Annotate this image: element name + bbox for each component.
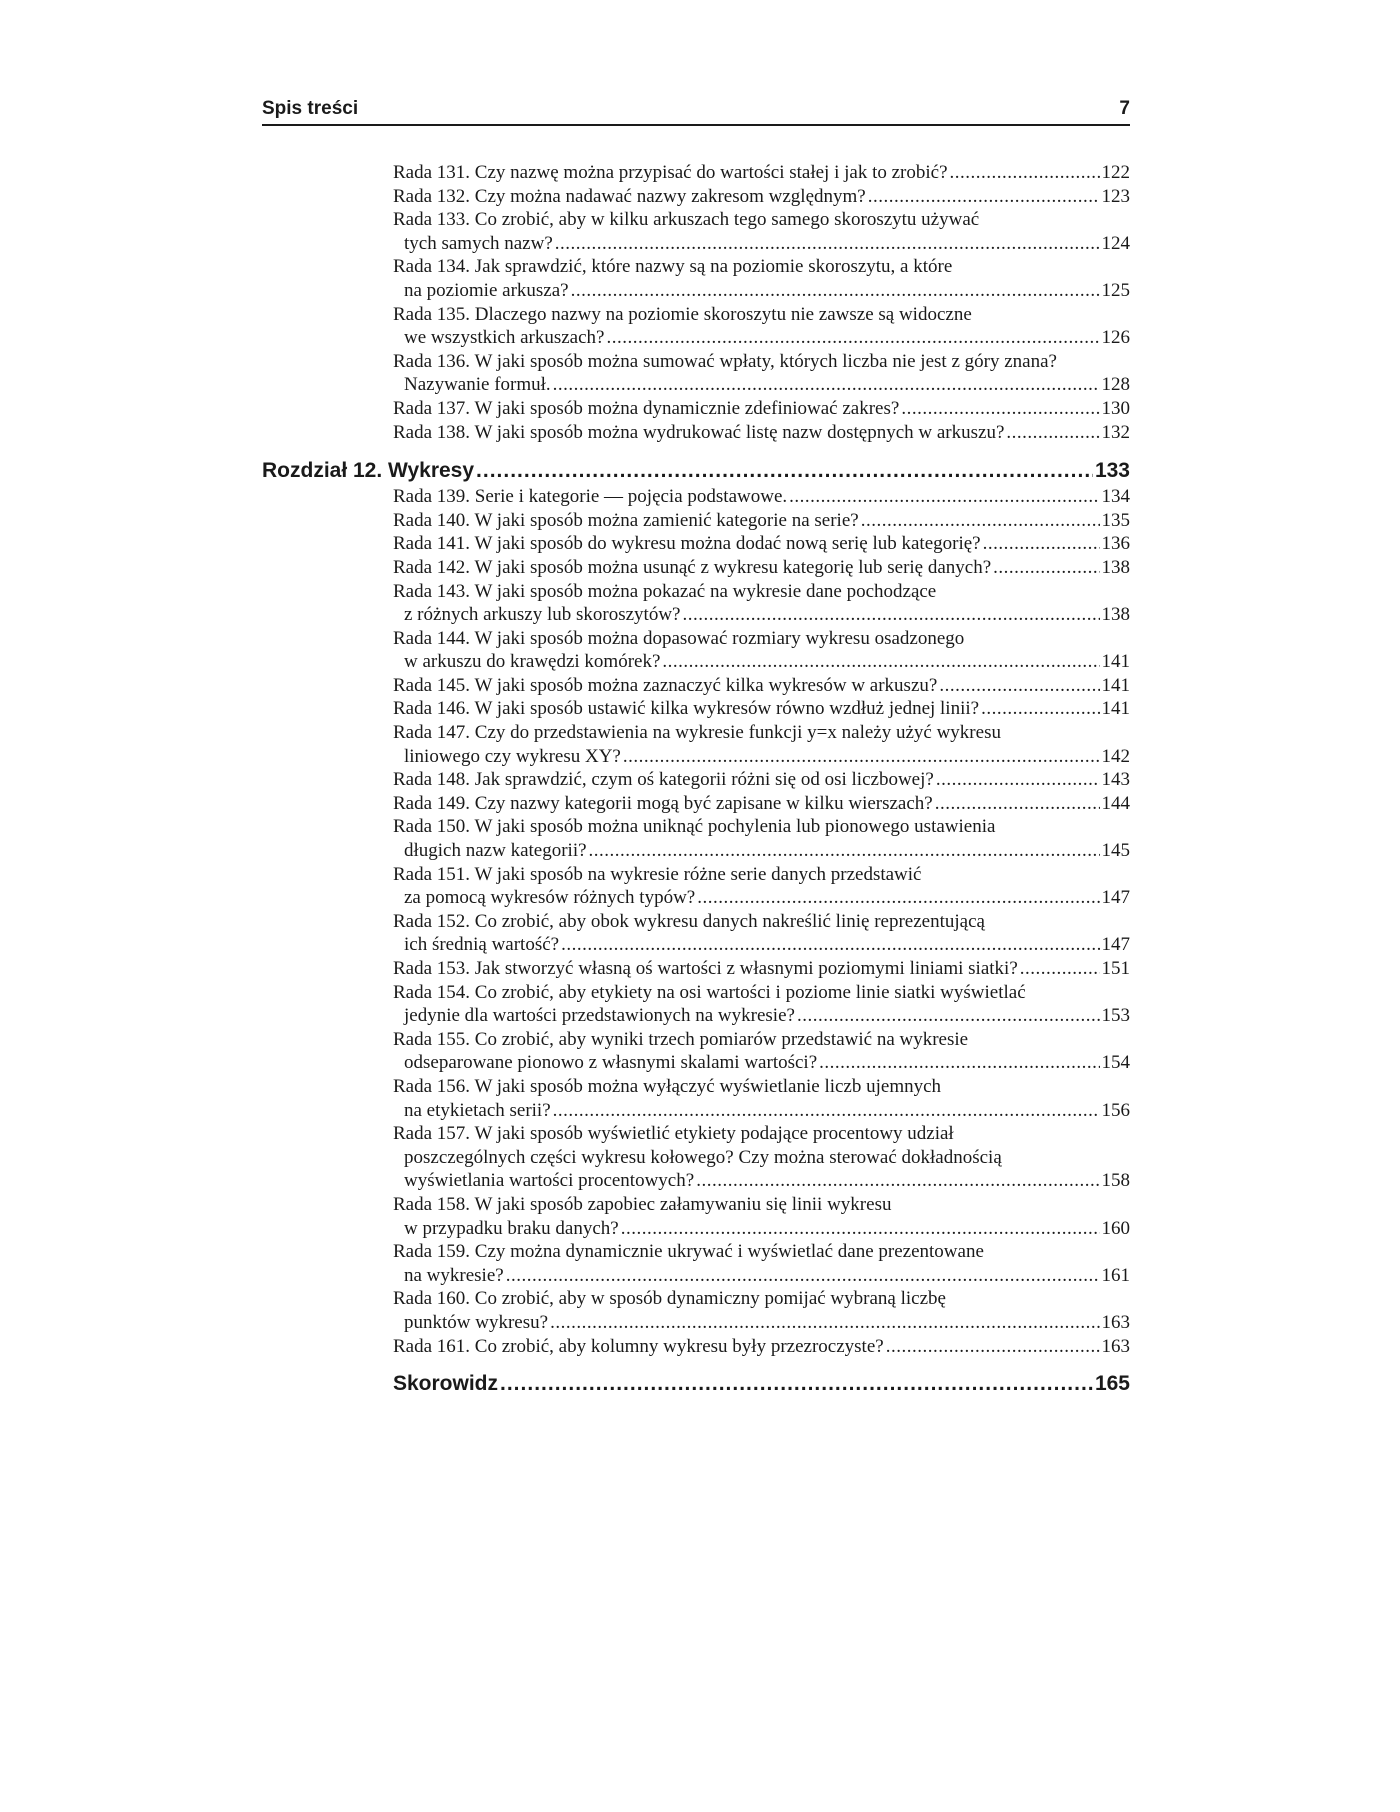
toc-entry-text: Rada 161. Co zrobić, aby kolumny wykresu były przezroczyste? [393, 1335, 884, 1357]
toc-entry-page: 158 [1101, 1170, 1130, 1192]
dot-leader [500, 1371, 1093, 1397]
toc-entry[interactable] [393, 768, 1130, 792]
toc-entry-page: 141 [1101, 674, 1130, 696]
dot-leader [983, 532, 1100, 556]
toc-entry[interactable] [393, 161, 1130, 185]
toc-entry-text: Rada 150. W jaki sposób można uniknąć pochylenia lub pionowego ustawienia [393, 816, 996, 838]
toc-entry-text: odseparowane pionowo z własnymi skalami wartości? [404, 1052, 818, 1074]
toc-entry-text: za pomocą wykresów różnych typów? [404, 887, 696, 909]
toc-entry-text: Rada 160. Co zrobić, aby w sposób dynamiczny pomijać wybraną liczbę [393, 1288, 946, 1310]
toc-entry-text: Rada 140. W jaki sposób można zamienić kategorie na serie? [393, 509, 859, 531]
dot-leader [993, 556, 1099, 580]
toc-entry[interactable] [393, 1335, 1130, 1359]
toc-entry-text: z różnych arkuszy lub skoroszytów? [404, 604, 681, 626]
toc-entry-text: Rada 149. Czy nazwy kategorii mogą być zapisane w kilku wierszach? [393, 792, 933, 814]
toc-entry-page: 147 [1101, 934, 1130, 956]
toc-entry[interactable] [393, 815, 1130, 862]
toc-entry-page: 132 [1101, 421, 1130, 443]
toc-entry[interactable] [393, 981, 1130, 1028]
toc-chapter-12[interactable] [262, 458, 1130, 484]
toc-entry[interactable] [393, 1075, 1130, 1122]
toc-entry-text: Rada 141. W jaki sposób do wykresu można dodać nową serię lub kategorię? [393, 533, 981, 555]
dot-leader [696, 1169, 1099, 1193]
running-header [262, 96, 1130, 126]
dot-leader [1020, 957, 1100, 981]
toc-entry-text: Rada 156. W jaki sposób można wyłączyć wyświetlanie liczb ujemnych [393, 1075, 942, 1097]
toc-entry-text: Rada 147. Czy do przedstawienia na wykresie funkcji y=x należy użyć wykresu [393, 722, 1001, 744]
dot-leader [506, 1264, 1100, 1288]
toc-entry-text: liniowego czy wykresu XY? [404, 745, 621, 767]
toc-entry[interactable] [393, 556, 1130, 580]
index-title: Skorowidz [393, 1372, 499, 1396]
dot-leader [571, 279, 1100, 303]
toc-entry-text: Rada 143. W jaki sposób można pokazać na wykresie dane pochodzące [393, 580, 937, 602]
toc-entry[interactable] [393, 397, 1130, 421]
toc-entry[interactable] [393, 910, 1130, 957]
toc-entry-text: Rada 134. Jak sprawdzić, które nazwy są na poziomie skoroszytu, a które [393, 256, 953, 278]
toc-entry-text: Rada 154. Co zrobić, aby etykiety na osi wartości i poziome linie siatki wyświetlać [393, 981, 1026, 1003]
toc-entry[interactable] [393, 957, 1130, 981]
toc-entry[interactable] [393, 580, 1130, 627]
toc-entry-page: 134 [1101, 486, 1130, 508]
toc-entry-text: Rada 137. W jaki sposób można dynamicznie zdefiniować zakres? [393, 397, 900, 419]
toc-entry[interactable] [393, 1028, 1130, 1075]
dot-leader [697, 886, 1099, 910]
toc-entry-text: Rada 153. Jak stworzyć własną oś wartości z własnymi poziomymi liniami siatki? [393, 958, 1018, 979]
toc-entry-text: poszczególnych części wykresu kołowego? Czy można sterować dokładnością [404, 1146, 1002, 1168]
dot-leader [553, 373, 1100, 397]
dot-leader [553, 1099, 1100, 1123]
dot-leader [623, 745, 1100, 769]
toc-entry-text: Rada 155. Co zrobić, aby wyniki trzech pomiarów przedstawić na wykresie [393, 1028, 969, 1050]
toc-entry[interactable] [393, 627, 1130, 674]
toc-entry-text: Rada 138. W jaki sposób można wydrukować listę nazw dostępnych w arkuszu? [393, 421, 1005, 443]
chapter-title: Rozdział 12. Wykresy [262, 459, 475, 483]
toc-entry-page: 138 [1101, 604, 1130, 626]
dot-leader [606, 326, 1099, 350]
toc-entry-text: Rada 135. Dlaczego nazwy na poziomie skoroszytu nie zawsze są widoczne [393, 303, 972, 325]
toc-entry-text: na etykietach serii? [404, 1099, 551, 1121]
toc-entry-text: Rada 133. Co zrobić, aby w kilku arkuszach tego samego skoroszytu używać [393, 209, 980, 231]
chapter-page: 133 [1094, 459, 1130, 483]
toc-entry-text: na poziomie arkusza? [404, 279, 569, 301]
toc-entry[interactable] [393, 303, 1130, 350]
dot-leader [819, 1051, 1099, 1075]
toc-entry-page: 130 [1101, 397, 1130, 419]
dot-leader [901, 397, 1099, 421]
dot-leader [981, 697, 1099, 721]
dot-leader [789, 485, 1099, 509]
toc-entry-text: Rada 151. W jaki sposób na wykresie różne serie danych przedstawić [393, 863, 922, 885]
toc-entry-text: Rada 132. Czy można nadawać nazwy zakresom względnym? [393, 185, 866, 207]
dot-leader [868, 185, 1100, 209]
toc-entry-text: w arkuszu do krawędzi komórek? [404, 651, 661, 673]
toc-entry[interactable] [393, 721, 1130, 768]
toc-entry-page: 160 [1101, 1217, 1130, 1239]
toc-entry[interactable] [393, 1193, 1130, 1240]
toc-entry[interactable] [393, 421, 1130, 445]
toc-entry-text: Rada 152. Co zrobić, aby obok wykresu danych nakreślić linię reprezentującą [393, 910, 985, 932]
toc-entry-text: w przypadku braku danych? [404, 1217, 619, 1239]
toc-entry-text: Rada 157. W jaki sposób wyświetlić etykiety podające procentowy udział [393, 1123, 954, 1145]
toc-entry-text: jedynie dla wartości przedstawionych na wykresie? [404, 1005, 795, 1027]
toc-entry-page: 161 [1101, 1264, 1130, 1286]
toc-entry-page: 136 [1101, 533, 1130, 555]
toc-entry-text: Rada 136. W jaki sposób można sumować wpłaty, których liczba nie jest z góry znana? [393, 350, 1057, 372]
toc-entry-text: Rada 146. W jaki sposób ustawić kilka wykresów równo wzdłuż jednej linii? [393, 698, 980, 720]
toc-entry[interactable] [393, 208, 1130, 255]
dot-leader [935, 792, 1100, 816]
dot-leader [662, 650, 1099, 674]
toc-entry-page: 125 [1101, 279, 1130, 301]
toc-entry-page: 126 [1101, 327, 1130, 349]
toc-entry-page: 138 [1101, 556, 1130, 578]
toc-entry[interactable] [393, 509, 1130, 533]
toc-entry[interactable] [393, 1122, 1130, 1193]
toc-entry-text: Rada 139. Serie i kategorie — pojęcia podstawowe. [393, 486, 788, 508]
dot-leader [861, 509, 1100, 533]
toc-entry-page: 124 [1101, 232, 1130, 254]
dot-leader [476, 458, 1093, 484]
toc-entry-page: 153 [1101, 1005, 1130, 1027]
toc-entry-text: wyświetlania wartości procentowych? [404, 1170, 695, 1192]
dot-leader [561, 933, 1099, 957]
toc-entry[interactable] [393, 863, 1130, 910]
dot-leader [555, 232, 1100, 256]
toc-entry[interactable] [393, 1287, 1130, 1334]
toc-entry[interactable] [393, 485, 1130, 509]
dot-leader [936, 768, 1100, 792]
dot-leader [886, 1335, 1100, 1359]
toc-entry[interactable] [393, 532, 1130, 556]
index-page: 165 [1094, 1372, 1130, 1396]
toc-entry-text: długich nazw kategorii? [404, 840, 587, 862]
toc-entry-page: 154 [1101, 1052, 1130, 1074]
toc-entry-text: Rada 159. Czy można dynamicznie ukrywać i wyświetlać dane prezentowane [393, 1241, 984, 1263]
toc-entry-page: 122 [1101, 162, 1130, 183]
toc-entry-text: Rada 148. Jak sprawdzić, czym oś kategorii różni się od osi liczbowej? [393, 769, 934, 791]
toc-entry-text: Rada 131. Czy nazwę można przypisać do wartości stałej i jak to zrobić? [393, 162, 948, 183]
dot-leader [589, 839, 1100, 863]
toc-entry[interactable] [393, 185, 1130, 209]
toc-entry-text: na wykresie? [404, 1264, 504, 1286]
page-number: 7 [1119, 98, 1130, 119]
toc-entry-page: 141 [1101, 698, 1130, 720]
toc-entry-text: ich średnią wartość? [404, 934, 560, 956]
toc-entry[interactable] [393, 1240, 1130, 1287]
toc-section-names [393, 161, 1130, 444]
toc-entry-page: 135 [1101, 509, 1130, 531]
toc-entry-page: 128 [1101, 374, 1130, 396]
dot-leader [797, 1004, 1100, 1028]
toc-index[interactable] [393, 1371, 1130, 1397]
toc-entry-page: 123 [1101, 185, 1130, 207]
dot-leader [939, 674, 1099, 698]
toc-entry-text: tych samych nazw? [404, 232, 553, 254]
toc-entry-page: 163 [1101, 1311, 1130, 1333]
table-of-contents [262, 161, 1130, 1397]
toc-entry-text: we wszystkich arkuszach? [404, 327, 605, 349]
toc-section-charts [393, 485, 1130, 1358]
toc-entry-page: 145 [1101, 840, 1130, 862]
dot-leader [950, 161, 1100, 185]
toc-entry-text: Rada 144. W jaki sposób można dopasować rozmiary wykresu osadzonego [393, 627, 965, 649]
dot-leader [1006, 421, 1099, 445]
toc-entry-text: Nazywanie formuł. [404, 374, 551, 396]
toc-entry[interactable] [393, 697, 1130, 721]
dot-leader [682, 603, 1099, 627]
toc-entry-page: 151 [1101, 958, 1130, 979]
toc-entry-page: 147 [1101, 887, 1130, 909]
toc-entry-text: punktów wykresu? [404, 1311, 549, 1333]
toc-entry-page: 156 [1101, 1099, 1130, 1121]
toc-entry-text: Rada 142. W jaki sposób można usunąć z wykresu kategorię lub serię danych? [393, 556, 992, 578]
toc-entry[interactable] [393, 350, 1130, 397]
toc-entry-text: Rada 145. W jaki sposób można zaznaczyć kilka wykresów w arkuszu? [393, 674, 938, 696]
toc-entry-page: 163 [1101, 1335, 1130, 1357]
dot-leader [621, 1217, 1100, 1241]
toc-entry-page: 142 [1101, 745, 1130, 767]
toc-entry[interactable] [393, 792, 1130, 816]
toc-entry-text: Rada 158. W jaki sposób zapobiec załamywaniu się linii wykresu [393, 1193, 892, 1215]
toc-entry-page: 144 [1101, 792, 1130, 814]
toc-entry[interactable] [393, 255, 1130, 302]
toc-entry-page: 141 [1101, 651, 1130, 673]
running-header-title: Spis treści [262, 98, 359, 119]
toc-entry[interactable] [393, 674, 1130, 698]
toc-entry-page: 143 [1101, 769, 1130, 791]
dot-leader [550, 1311, 1099, 1335]
